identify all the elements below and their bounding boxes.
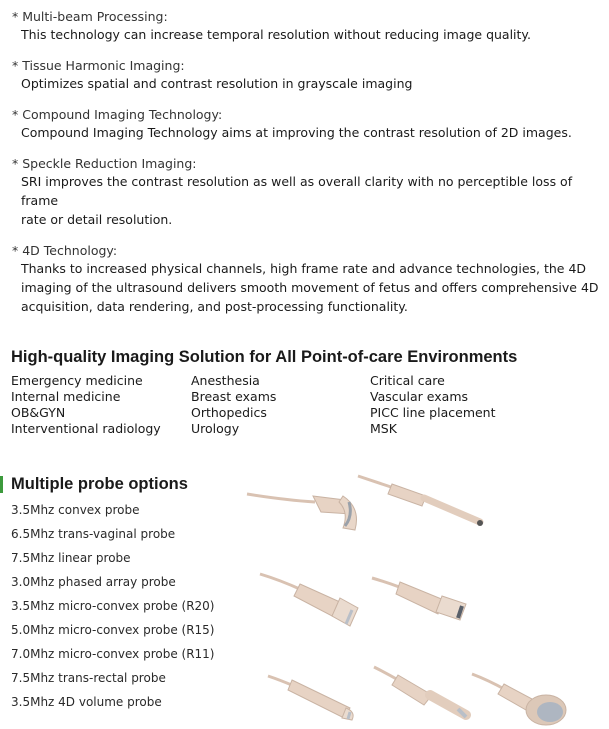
feature-description-line: Compound Imaging Technology aims at improving the contrast resolution of 2D images. — [21, 125, 572, 140]
feature-title: * 4D Technology: — [12, 243, 118, 258]
specialty-item: Critical care — [370, 373, 445, 388]
feature-list — [12, 9, 602, 330]
feature-title: * Speckle Reduction Imaging: — [12, 156, 197, 171]
probe-list-item: 7.5Mhz linear probe — [11, 551, 131, 565]
specialty-item: MSK — [370, 421, 397, 436]
feature-item — [12, 9, 602, 44]
feature-description-line: Optimizes spatial and contrast resolution in grayscale imaging — [21, 76, 413, 91]
phased-array-probe-image — [370, 574, 470, 624]
feature-title: * Tissue Harmonic Imaging: — [12, 58, 185, 73]
specialty-item: PICC line placement — [370, 405, 496, 420]
convex-probe-image — [245, 480, 365, 536]
linear-probe-image — [258, 568, 363, 630]
specialty-item: Orthopedics — [191, 405, 267, 420]
probe-list-item: 3.0Mhz phased array probe — [11, 575, 176, 589]
specialty-item: Internal medicine — [11, 389, 121, 404]
probe-list-item: 3.5Mhz convex probe — [11, 503, 140, 517]
feature-item — [12, 243, 602, 316]
specialty-item: Emergency medicine — [11, 373, 143, 388]
specialty-item: Breast exams — [191, 389, 277, 404]
specialty-row — [11, 405, 601, 421]
specialty-item: OB&GYN — [11, 405, 66, 420]
probe-list-item: 5.0Mhz micro-convex probe (R15) — [11, 623, 215, 637]
probe-section-title: Multiple probe options — [11, 475, 188, 493]
feature-item — [12, 107, 602, 142]
specialty-row — [11, 389, 601, 405]
probe-list-item: 6.5Mhz trans-vaginal probe — [11, 527, 176, 541]
feature-description-line: This technology can increase temporal resolution without reducing image quality. — [21, 27, 532, 42]
feature-title: * Multi-beam Processing: — [12, 9, 168, 24]
feature-description-line: Thanks to increased physical channels, high frame rate and advance technologies, the 4D — [21, 261, 587, 276]
feature-item — [12, 58, 602, 93]
feature-description-line: SRI improves the contrast resolution as well as overall clarity with no perceptible loss of frame — [21, 174, 573, 208]
specialty-item: Anesthesia — [191, 373, 260, 388]
accent-bar — [0, 476, 3, 493]
specialty-row — [11, 421, 601, 437]
section-title: High-quality Imaging Solution for All Point-of-care Environments — [11, 348, 518, 366]
transrectal-probe-image — [372, 665, 472, 725]
microconvex-probe-image — [266, 672, 361, 724]
probe-list-item: 7.5Mhz trans-rectal probe — [11, 671, 166, 685]
4d-volume-probe-image — [470, 670, 570, 728]
specialty-item: Vascular exams — [370, 389, 469, 404]
specialty-grid — [11, 373, 601, 437]
specialty-row — [11, 373, 601, 389]
feature-description-line: imaging of the ultrasound delivers smooth movement of fetus and offers comprehensive 4D — [21, 280, 599, 295]
probe-list-item: 3.5Mhz micro-convex probe (R20) — [11, 599, 215, 613]
probe-list-item: 7.0Mhz micro-convex probe (R11) — [11, 647, 215, 661]
specialty-item: Urology — [191, 421, 240, 436]
probe-list — [11, 498, 215, 714]
transvaginal-probe-image — [356, 472, 486, 532]
feature-description-line: rate or detail resolution. — [21, 212, 173, 227]
feature-description-line: acquisition, data rendering, and post-processing functionality. — [21, 299, 408, 314]
feature-item — [12, 156, 602, 229]
specialty-item: Interventional radiology — [11, 421, 161, 436]
feature-title: * Compound Imaging Technology: — [12, 107, 223, 122]
probe-list-item: 3.5Mhz 4D volume probe — [11, 695, 162, 709]
